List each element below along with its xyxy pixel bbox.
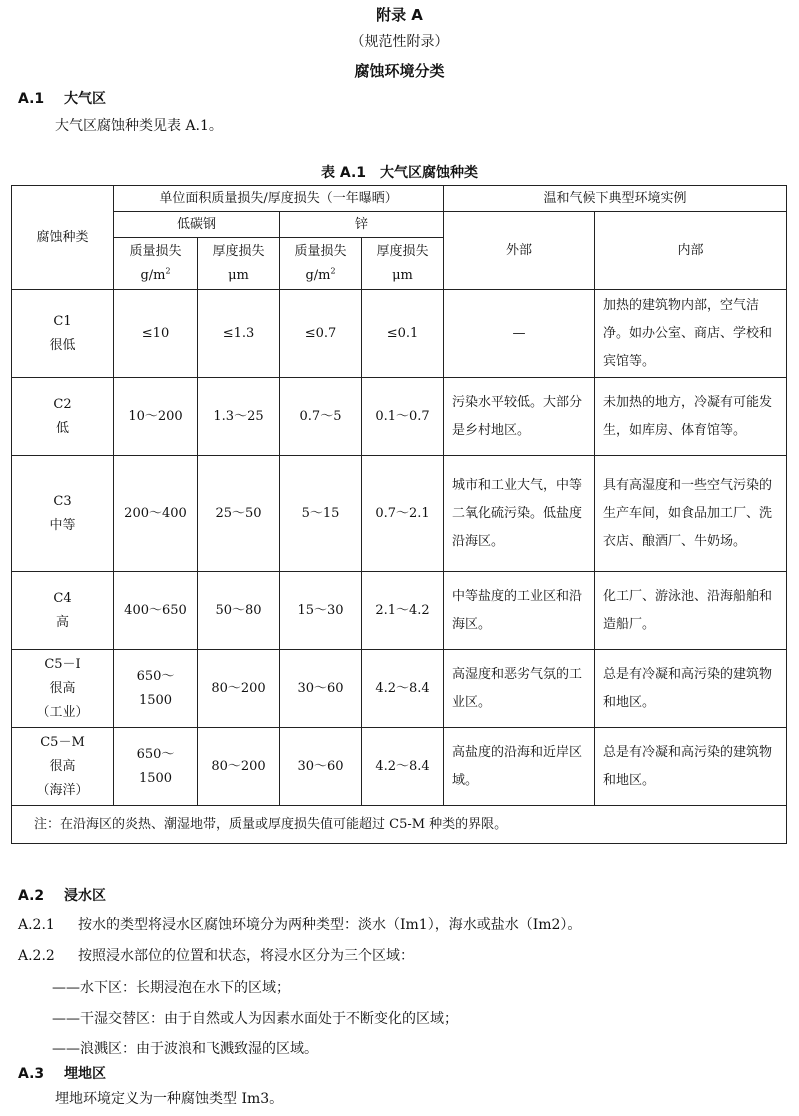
cell-indoor: 总是有冷凝和高污染的建筑物和地区。: [595, 650, 787, 728]
header-category: 腐蚀种类: [12, 186, 114, 290]
thickness-unit: μm: [392, 267, 413, 283]
section-number: A.1: [18, 91, 45, 107]
cell-steel-thick: ≤1.3: [198, 290, 280, 378]
cell-category: [12, 572, 114, 650]
cell-category: [12, 728, 114, 806]
cell-steel-mass: 650～1500: [114, 650, 198, 728]
table-row: [12, 290, 787, 378]
mass-unit-text: g/m: [140, 267, 166, 283]
cell-zinc-thick: 0.1～0.7: [362, 378, 444, 456]
cell-zinc-mass: 15～30: [280, 572, 362, 650]
section-number: A.2: [18, 888, 45, 904]
paragraph-number: A.2.2: [18, 948, 55, 964]
category-code: C1: [53, 313, 72, 329]
cell-zinc-thick: ≤0.1: [362, 290, 444, 378]
cell-zinc-thick: 0.7～2.1: [362, 456, 444, 572]
table-row: [12, 456, 787, 572]
category-level: 高: [55, 614, 69, 630]
header-zinc-mass: [280, 238, 362, 290]
cell-outdoor: 污染水平较低。大部分是乡村地区。: [444, 378, 595, 456]
section-title: 大气区: [64, 91, 106, 107]
category-code: C2: [53, 396, 72, 412]
section-title: 浸水区: [64, 888, 106, 904]
appendix-title: 腐蚀环境分类: [354, 62, 445, 80]
thickness-loss-label: 厚度损失: [376, 243, 429, 259]
header-steel-thick: [198, 238, 280, 290]
cell-zinc-mass: 30～60: [280, 650, 362, 728]
paragraph-number: A.2.1: [18, 917, 55, 933]
cell-outdoor: 高盐度的沿海和近岸区域。: [444, 728, 595, 806]
section-a1-text: 大气区腐蚀种类见表 A.1。: [55, 118, 223, 134]
cell-indoor: 未加热的地方，冷凝有可能发生，如库房、体育馆等。: [595, 378, 787, 456]
category-type: （工业）: [36, 704, 89, 720]
cell-steel-mass: 200～400: [114, 456, 198, 572]
cell-category: [12, 650, 114, 728]
mass-loss-label: 质量损失: [129, 243, 182, 259]
cell-steel-thick: 1.3～25: [198, 378, 280, 456]
appendix-type: （规范性附录）: [350, 34, 449, 50]
section-a3-text: 埋地环境定义为一种腐蚀类型 Im3。: [55, 1091, 284, 1107]
table-row: [12, 572, 787, 650]
cell-category: [12, 456, 114, 572]
category-code: C5－M: [40, 734, 85, 750]
header-steel-mass: [114, 238, 198, 290]
cell-outdoor: 城市和工业大气，中等二氧化硫污染。低盐度沿海区。: [444, 456, 595, 572]
header-loss-group: 单位面积质量损失/厚度损失（一年曝晒）: [114, 186, 444, 212]
cell-zinc-mass: 0.7～5: [280, 378, 362, 456]
cell-indoor: 总是有冷凝和高污染的建筑物和地区。: [595, 728, 787, 806]
table-note: 注：在沿海区的炎热、潮湿地带，质量或厚度损失值可能超过 C5-M 种类的界限。: [12, 806, 787, 844]
cell-steel-mass: 10～200: [114, 378, 198, 456]
appendix-label: 附录 A: [376, 6, 423, 24]
mass-unit-sup: 2: [165, 266, 171, 276]
section-title: 埋地区: [64, 1066, 106, 1082]
cell-zinc-thick: 4.2～8.4: [362, 650, 444, 728]
section-a2-1: [18, 914, 581, 934]
mass-unit: [284, 264, 357, 288]
section-a2-2: [18, 945, 414, 965]
section-number: A.3: [18, 1066, 45, 1082]
table-row: [12, 728, 787, 806]
category-level: 很高: [49, 680, 76, 696]
cell-steel-mass: 400～650: [114, 572, 198, 650]
category-type: （海洋）: [36, 782, 89, 798]
cell-indoor: 具有高湿度和一些空气污染的生产车间，如食品加工厂、洗衣店、酿酒厂、牛奶场。: [595, 456, 787, 572]
category-code: C4: [53, 590, 72, 606]
section-a3-heading: [18, 1063, 106, 1083]
category-code: C3: [53, 493, 72, 509]
cell-zinc-thick: 2.1～4.2: [362, 572, 444, 650]
table-row: [12, 650, 787, 728]
mass-unit-sup: 2: [330, 266, 336, 276]
cell-indoor: 加热的建筑物内部，空气洁净。如办公室、商店、学校和宾馆等。: [595, 290, 787, 378]
header-zinc-thick: [362, 238, 444, 290]
cell-steel-thick: 80～200: [198, 650, 280, 728]
cell-outdoor: 高湿度和恶劣气氛的工业区。: [444, 650, 595, 728]
category-level: 中等: [49, 517, 76, 533]
cell-steel-thick: 50～80: [198, 572, 280, 650]
section-a1-heading: [18, 88, 106, 108]
section-a2-heading: [18, 885, 106, 905]
thickness-unit: μm: [228, 267, 249, 283]
table-row: [12, 378, 787, 456]
header-env-group: 温和气候下典型环境实例: [444, 186, 787, 212]
category-level: 很低: [49, 337, 76, 353]
cell-steel-mass: ≤10: [114, 290, 198, 378]
category-level: 很高: [49, 758, 76, 774]
mass-loss-label: 质量损失: [294, 243, 347, 259]
category-code: C5－I: [44, 656, 81, 672]
cell-category: [12, 378, 114, 456]
list-item: ——干湿交替区：由于自然或人为因素水面处于不断变化的区域；: [52, 1011, 458, 1027]
cell-zinc-thick: 4.2～8.4: [362, 728, 444, 806]
cell-indoor: 化工厂、游泳池、沿海船舶和造船厂。: [595, 572, 787, 650]
cell-steel-thick: 25～50: [198, 456, 280, 572]
cell-outdoor: —: [444, 290, 595, 378]
paragraph-text: 按照浸水部位的位置和状态，将浸水区分为三个区域：: [78, 948, 414, 964]
corrosion-table: [11, 185, 787, 844]
header-zinc: 锌: [280, 212, 444, 238]
table-caption: 表 A.1 大气区腐蚀种类: [320, 165, 479, 181]
cell-steel-thick: 80～200: [198, 728, 280, 806]
category-level: 低: [55, 420, 69, 436]
header-indoor: 内部: [595, 212, 787, 290]
cell-category: [12, 290, 114, 378]
cell-zinc-mass: 5～15: [280, 456, 362, 572]
thickness-loss-label: 厚度损失: [212, 243, 265, 259]
list-item: ——浪溅区：由于波浪和飞溅致湿的区域。: [52, 1041, 318, 1057]
paragraph-text: 按水的类型将浸水区腐蚀环境分为两种类型：淡水（Im1），海水或盐水（Im2）。: [78, 917, 582, 933]
header-outdoor: 外部: [444, 212, 595, 290]
cell-zinc-mass: ≤0.7: [280, 290, 362, 378]
list-item: ——水下区：长期浸泡在水下的区域；: [52, 980, 290, 996]
cell-steel-mass: 650～1500: [114, 728, 198, 806]
cell-zinc-mass: 30～60: [280, 728, 362, 806]
cell-outdoor: 中等盐度的工业区和沿海区。: [444, 572, 595, 650]
mass-unit: [118, 264, 193, 288]
mass-unit-text: g/m: [305, 267, 331, 283]
header-low-carbon-steel: 低碳钢: [114, 212, 280, 238]
